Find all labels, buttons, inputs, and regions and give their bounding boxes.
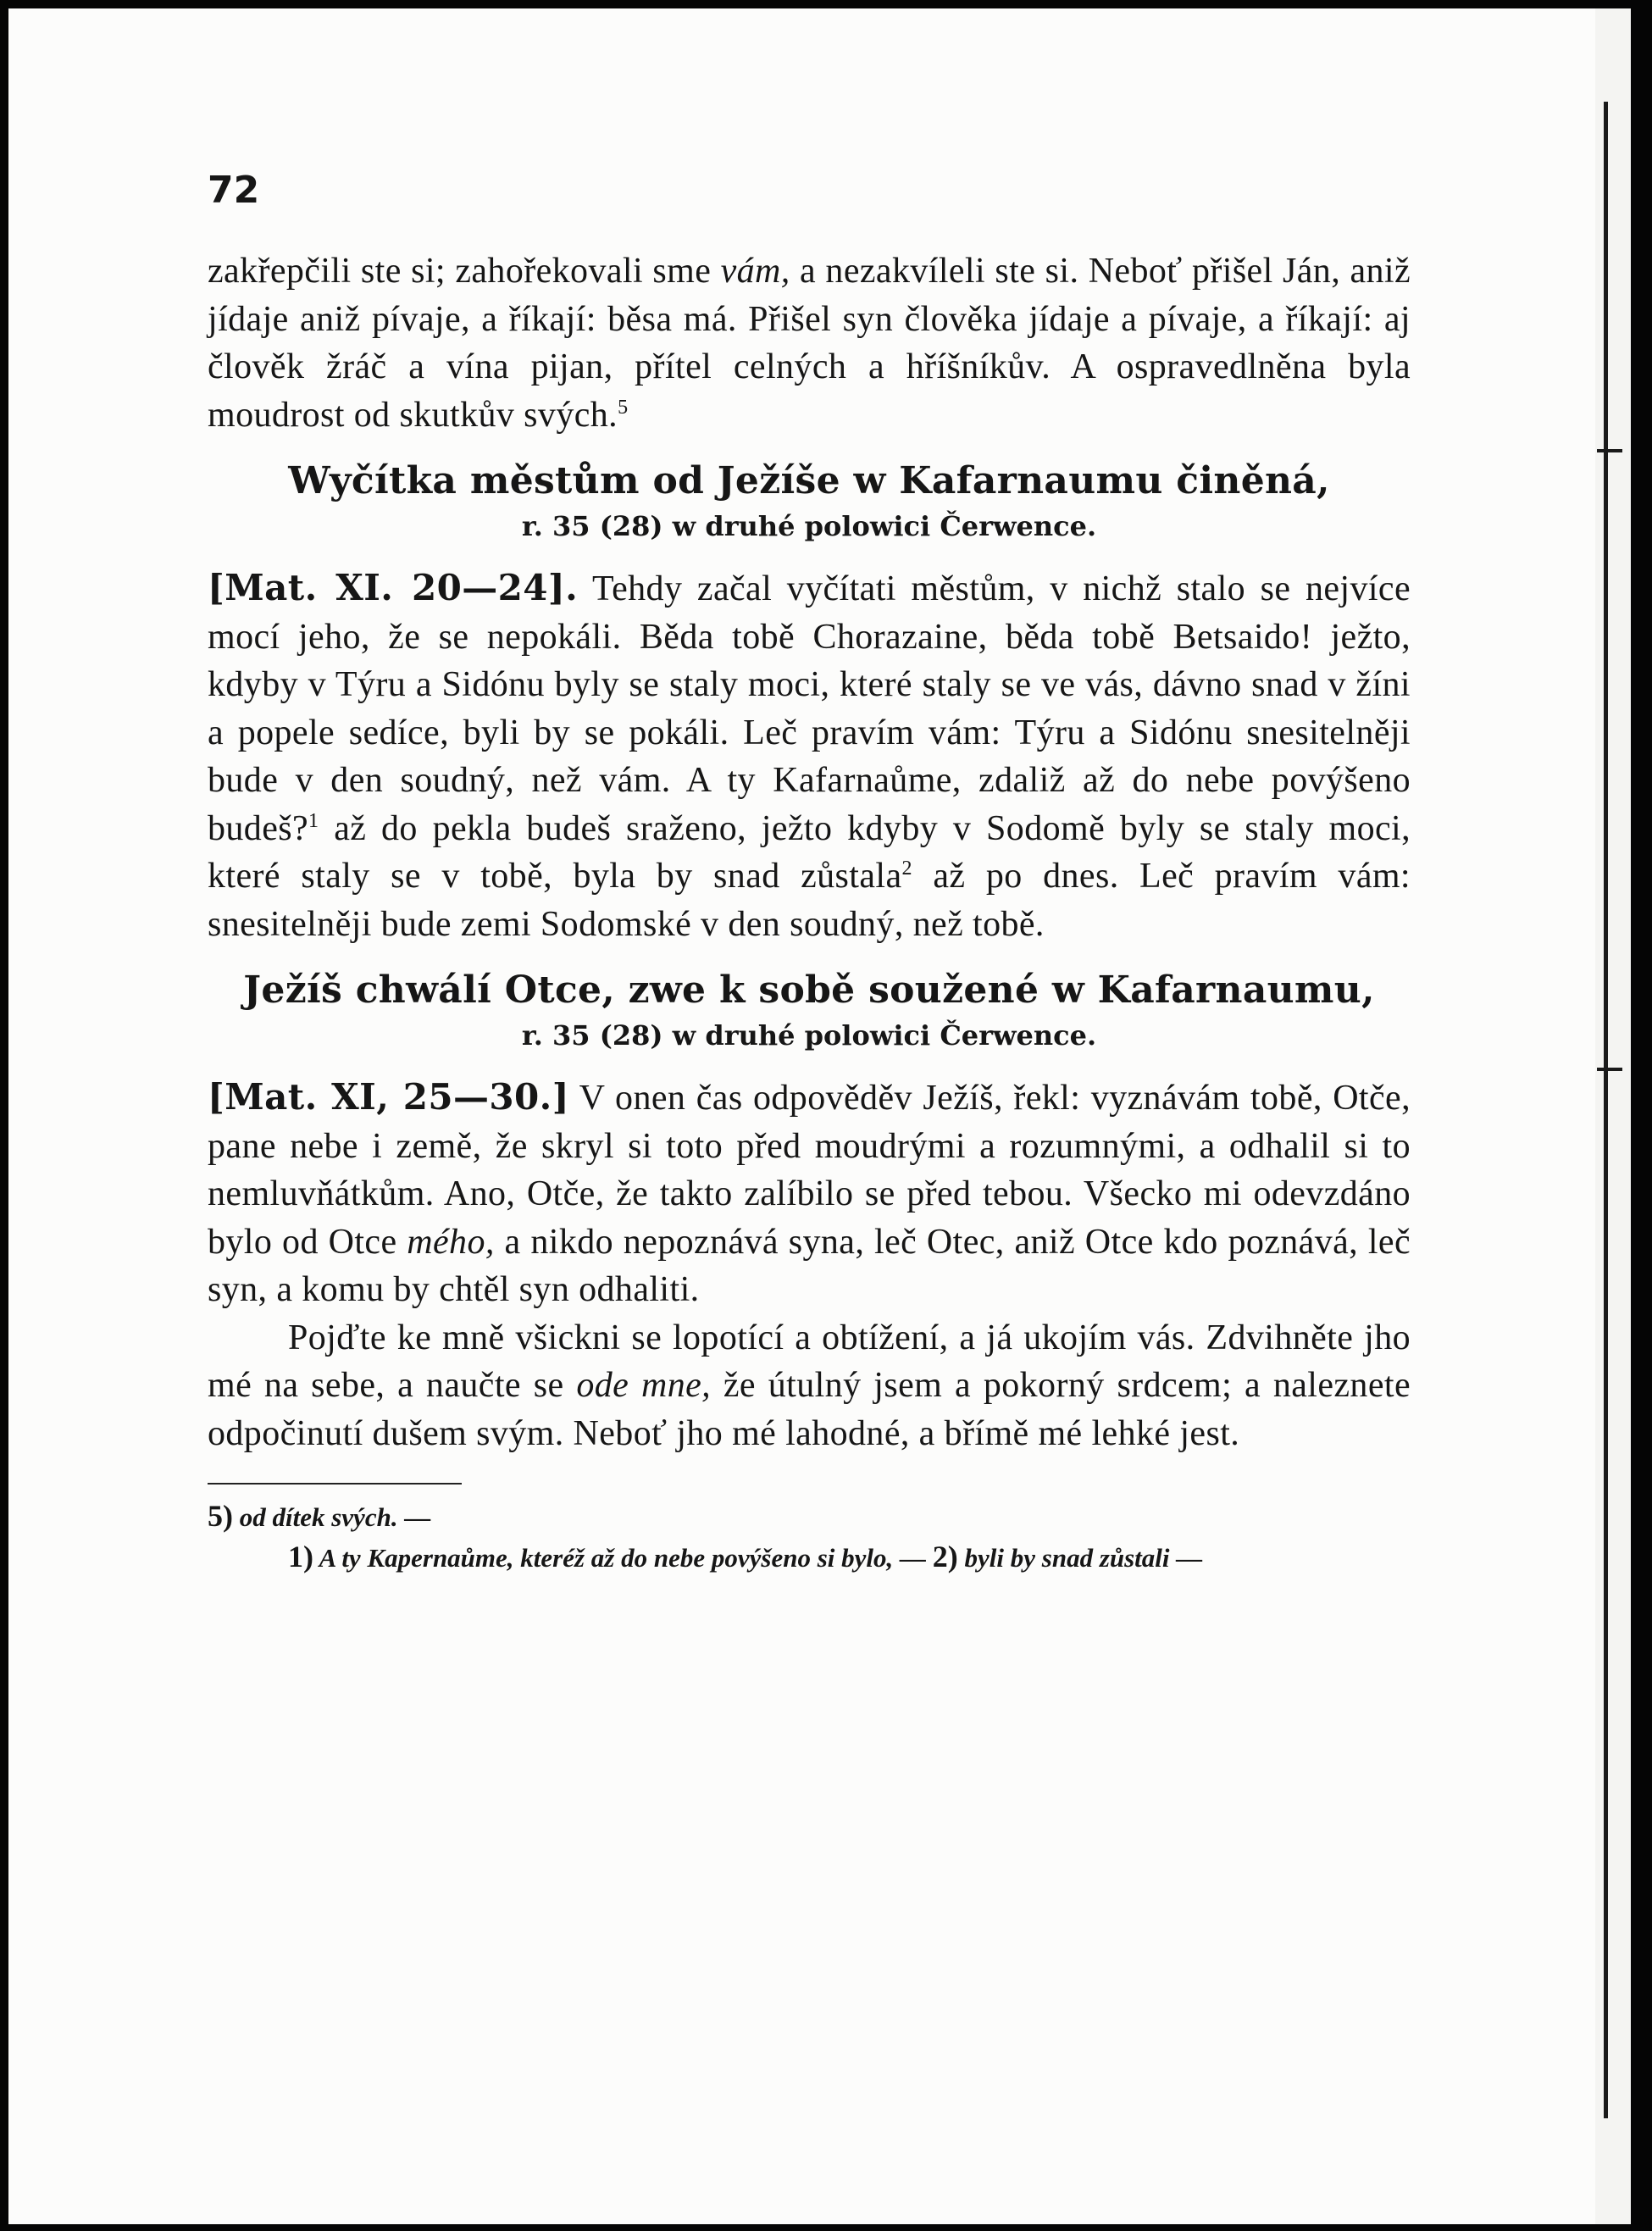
section-2-italic-1: mého, (407, 1222, 495, 1262)
page-edge-strip (1595, 8, 1631, 2224)
section-2-italic-2: ode mne, (576, 1366, 712, 1405)
footnotes-1-2 (208, 1537, 1411, 1578)
section-1-reference: [Mat. XI. 20—24]. (208, 567, 579, 608)
section-2-paragraph-1 (208, 1074, 1411, 1314)
section-1-heading: Wyčítka městům od Ježíše w Kafarnaumu činěná, (288, 459, 1330, 502)
footnote-2-text: byli by snad zůstali — (957, 1543, 1203, 1573)
footnote-5-number: 5) (208, 1499, 233, 1533)
footnote-1-number: 1) (288, 1540, 313, 1573)
section-2-subheading: r. 35 (28) w druhé polowici Čerwence. (521, 1019, 1097, 1052)
page-number: 72 (208, 169, 260, 212)
footnote-ref-5: 5 (618, 396, 629, 419)
footnote-ref-1: 1 (308, 809, 319, 832)
page-edge-line (1604, 102, 1608, 2118)
book-page (8, 8, 1631, 2224)
footnote-1-text: A ty Kapernaůme, kteréž až do nebe povýšeno si bylo, — (313, 1543, 933, 1573)
section-2-p2-text-a: Pojďte ke mně všickni se lopotící a obtížení, a já ukojím vás. Zdvihněte jho mé na sebe, a naučte se (208, 1318, 1411, 1405)
paragraph-1-text-b: a nezakvíleli ste si. Neboť přišel Ján, aniž jídaje aniž pívaje, a říkají: běsa má. Přišel syn člověka jídaje a pívaje, a říkají: aj člověk žráč a vína pijan, přítel celných a hříšníkův. A ospravedlněna byla moudrost od skutkův svých. (208, 252, 1411, 435)
section-1-text-b: až do pekla budeš sraženo, ježto kdyby v Sodomě byly se staly moci, které staly se v tobě, byla by snad zůstala (208, 808, 1411, 896)
paragraph-1-italic: vám, (720, 252, 790, 291)
text-block (208, 169, 1411, 1578)
paragraph-1 (208, 247, 1411, 439)
section-1-subheading: r. 35 (28) w druhé polowici Čerwence. (521, 510, 1097, 542)
footnote-5-text: od dítek svých. — (233, 1502, 431, 1532)
footnote-5 (208, 1496, 1411, 1537)
section-2-text-b: a nikdo nepoznává syna, leč Otec, aniž Otce kdo poznává, leč syn, a komu by chtěl syn odhaliti. (208, 1222, 1411, 1309)
section-2-p2-text-b: že útulný jsem a pokorný srdcem; a naleznete odpočinutí dušem svým. Neboť jho mé lahodné, a břímě mé lehké jest. (208, 1366, 1411, 1453)
section-1-text-c: až po dnes. Leč pravím vám: snesitelněji bude zemi Sodomské v den soudný, než tobě. (208, 857, 1411, 944)
section-2-text-a: V onen čas odpověděv Ježíš, řekl: vyznávám tobě, Otče, pane nebe i země, že skryl si toto před moudrými a rozumnými, a odhalil si to nemluvňátkům. Ano, Otče, že takto zalíbilo se před tebou. Všecko mi odevzdáno bylo od Otce (208, 1079, 1411, 1262)
edge-mark (1597, 449, 1622, 452)
section-1-text-a: Tehdy začal vyčítati městům, v nichž stalo se nejvíce mocí jeho, že se nepokáli. Běda tobě Chorazaine, běda tobě Betsaido! ježto, kdyby v Týru a Sidónu byly se staly moci, které staly se ve vás, dávno snad v žíni a popele sedíce, byli by se pokáli. Leč pravím vám: Týru a Sidónu snesitelněji bude v den soudný, než vám. A ty Kafarnaůme, zdaliž až do nebe povýšeno budeš? (208, 569, 1411, 848)
section-2-reference: [Mat. XI, 25—30.] (208, 1076, 569, 1118)
edge-mark (1597, 1068, 1622, 1071)
section-2-heading: Ježíš chwálí Otce, zwe k sobě soužené w Kafarnaumu, (243, 968, 1375, 1012)
footnote-rule (208, 1483, 462, 1485)
section-1-paragraph (208, 564, 1411, 948)
footnote-ref-2: 2 (901, 857, 912, 880)
section-2-paragraph-2 (208, 1314, 1411, 1458)
paragraph-1-text-a: zakřepčili ste si; zahořekovali sme (208, 252, 721, 291)
footnote-2-number: 2) (932, 1540, 958, 1573)
